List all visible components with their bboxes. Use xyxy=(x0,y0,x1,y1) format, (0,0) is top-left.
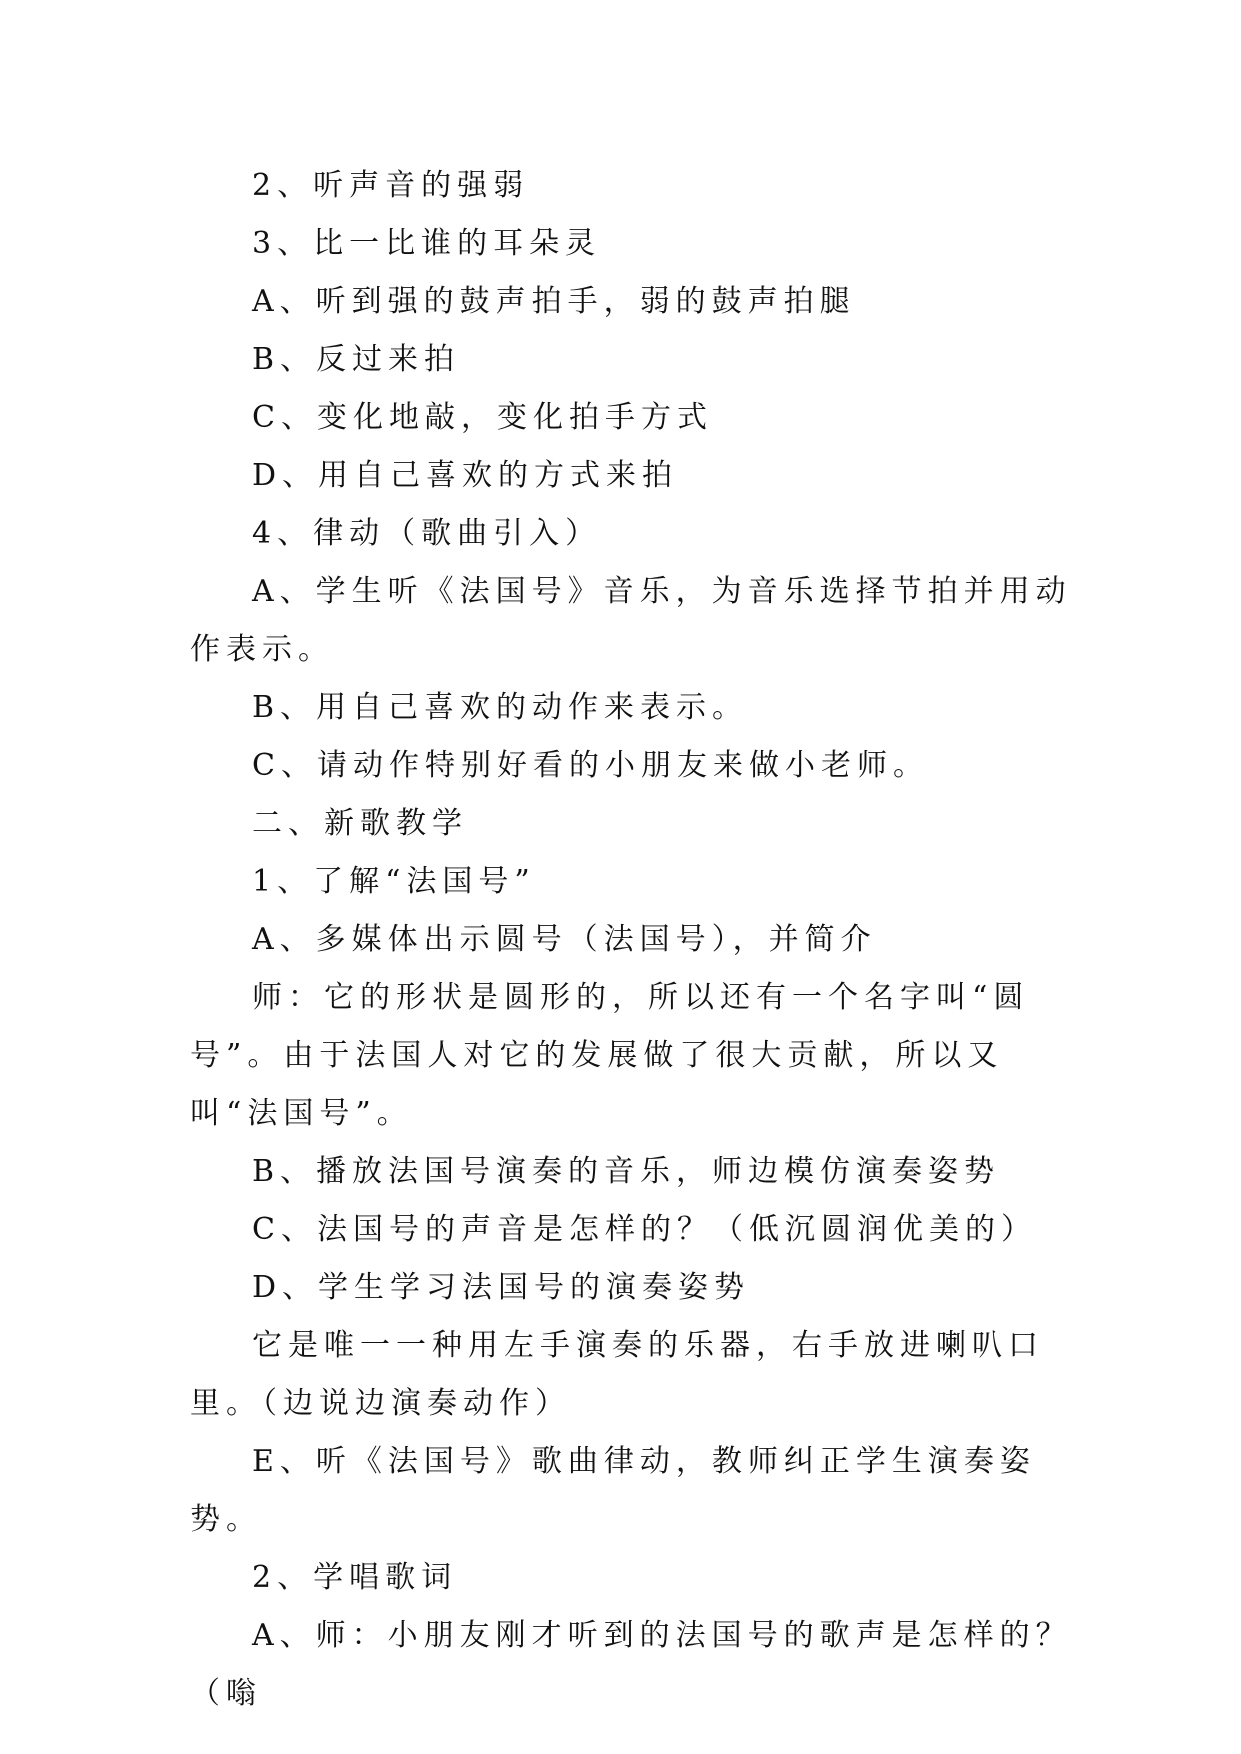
paragraph: C、变化地敲，变化拍手方式 xyxy=(252,400,713,435)
paragraph: 3、比一比谁的耳朵灵 xyxy=(252,226,602,261)
paragraph: C、法国号的声音是怎样的？（低沉圆润优美的） xyxy=(252,1212,1037,1247)
paragraph: 1、了解“法国号” xyxy=(252,864,536,899)
paragraph: 它是唯一一种用左手演奏的乐器，右手放进喇叭口里。（边说边演奏动作） xyxy=(190,1328,1044,1421)
paragraph: C、请动作特别好看的小朋友来做小老师。 xyxy=(252,748,929,783)
paragraph: E、听《法国号》歌曲律动，教师纠正学生演奏姿势。 xyxy=(190,1444,1036,1537)
paragraph: B、反过来拍 xyxy=(252,342,461,377)
paragraph: 2、听声音的强弱 xyxy=(252,168,530,203)
paragraph: D、学生学习法国号的演奏姿势 xyxy=(252,1270,751,1305)
section-heading: 二、新歌教学 xyxy=(252,806,468,841)
paragraph: A、多媒体出示圆号（法国号），并简介 xyxy=(252,922,877,957)
paragraph: 2、学唱歌词 xyxy=(252,1560,458,1595)
paragraph: A、师：小朋友刚才听到的法国号的歌声是怎样的？（嗡 xyxy=(190,1618,1072,1711)
document-body xyxy=(190,157,1090,1723)
paragraph: 4、律动（歌曲引入） xyxy=(252,516,602,551)
paragraph: D、用自己喜欢的方式来拍 xyxy=(252,458,679,493)
paragraph: A、学生听《法国号》音乐，为音乐选择节拍并用动作表示。 xyxy=(190,574,1072,667)
paragraph: B、用自己喜欢的动作来表示。 xyxy=(252,690,749,725)
paragraph: B、播放法国号演奏的音乐，师边模仿演奏姿势 xyxy=(252,1154,1001,1189)
paragraph: 师：它的形状是圆形的，所以还有一个名字叫“圆号”。由于法国人对它的发展做了很大贡献，所以又叫“法国号”。 xyxy=(190,980,1030,1131)
paragraph: A、听到强的鼓声拍手，弱的鼓声拍腿 xyxy=(252,284,856,319)
